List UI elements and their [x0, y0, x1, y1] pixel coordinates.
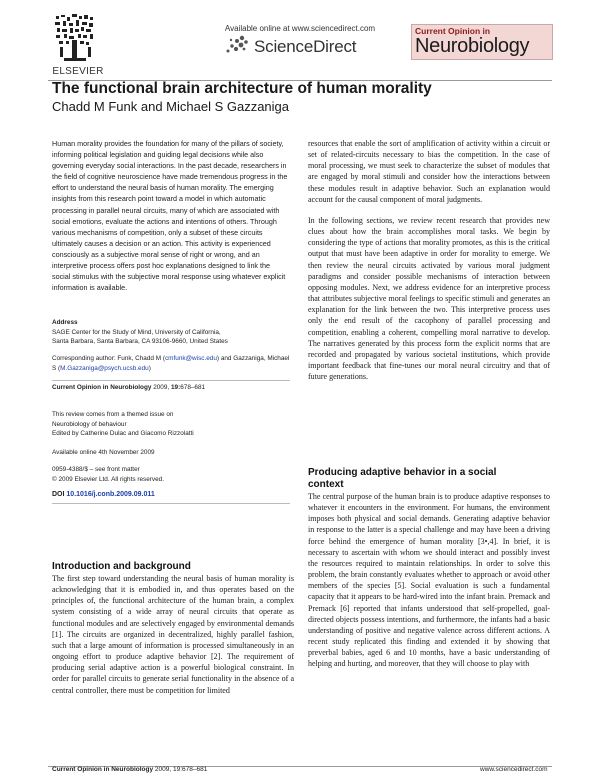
- journal-badge-subtitle: Current Opinion in: [415, 26, 491, 36]
- available-online-text: Available online at www.sciencedirect.com: [224, 24, 376, 33]
- email-link-funk[interactable]: cmfunk@wisc.edu: [164, 355, 217, 362]
- section-heading-introduction: Introduction and background: [52, 561, 191, 572]
- address-line: Santa Barbara, Santa Barbara, CA 93106-9660, United States: [52, 338, 228, 345]
- issn-text: 0959-4388/$ – see front matter: [52, 466, 140, 473]
- heading-line: Producing adaptive behavior in a social: [308, 467, 497, 478]
- paragraph: In the following sections, we review recent research that provides new clues about how the brain accomplishes moral tasks. We begin by considering the type of actions that morality promotes, as this is the critical output that must have been adaptive in order for morality to emerge. We then review the neural circuits activated by various moral judgment paradigms and consider possible mechanisms of interaction between opposing modules. Next, we address evidence for an interpretive process that attributes subjective moral feelings to specific stimuli and generates an explanation for the link between the two. This interpretive process uses only the end result of the cacophony of parallel processing and competition, enabling a coherent, compelling moral narrative to develop. The narratives generated by this process form the explicit norms that are recorded and propagated by various societal institutions, which provide important feedback that fine-tunes our moral neural circuitry and that of future generations.: [308, 215, 550, 382]
- citation-volume: 19:: [170, 384, 181, 391]
- citation-year: 2009,: [153, 384, 170, 391]
- issn-block: [52, 465, 292, 484]
- theme-line: This review comes from a themed issue on: [52, 411, 174, 418]
- footer-journal: Current Opinion in Neurobiology: [52, 766, 154, 773]
- doi-label: DOI: [52, 491, 65, 498]
- heading-line: context: [308, 478, 344, 490]
- adaptive-behavior-text: [308, 491, 550, 670]
- paragraph: The central purpose of the human brain is to produce adaptive responses to whatever it encounters in the environment. For humans, the environment imposes both physical and social demands. Generating adaptive behavior in response to the latter is a special challenge and may have been a driving force behind the emergence of human morality [3•,4]. In brief, it is necessary to ascertain with whom we should interact and possibly invest the resources required to maintain relationships. In order to solve this problem, the brain constantly evaluates whether to approach or avoid other members of the species [5]. Social evaluation is such a fundamental capacity that it appears to be hard-wired into the infant brain. Premack and Premack [6] reported that infants understood that self-propelled, goal-directed objects possess intentions, and furthermore, the infants had a basic understanding of positive and negative valence across different actions. A recent study replicated this finding and extended it by showing that preverbal babies, aged 6 and 10 months, have a basic understanding of helping and hurting, and moreover, that they will choose to play with: [308, 492, 550, 669]
- theme-line: Edited by Catherine Dulac and Giacomo Rizzolatti: [52, 430, 194, 437]
- footer-url[interactable]: www.sciencedirect.com: [480, 766, 548, 773]
- available-online-date: [52, 448, 292, 458]
- paragraph: resources that enable the sort of amplification of activity within a circuit or set of related-circuits necessary to bias the competition. In the case of moral processing, we must seek to characterize the subset of modules that are engaged by moral stimuli and consider how the interactions between these modules result in adaptive behavior. Such an explanation would account for the causal component of moral judgments.: [308, 139, 550, 204]
- corr-text: ) and Gazzaniga, Michael S (: [52, 355, 290, 372]
- address-line: SAGE Center for the Study of Mind, University of California,: [52, 328, 221, 336]
- address-block: [52, 318, 292, 347]
- corr-text: Corresponding author: Funk, Chadd M (: [52, 355, 165, 362]
- doi-block: [52, 490, 292, 500]
- journal-badge-title: Neurobiology: [415, 35, 530, 57]
- corr-text: ): [148, 364, 151, 372]
- theme-line: Neurobiology of behaviour: [52, 420, 127, 428]
- available-date-text: Available online 4th November 2009: [52, 449, 155, 456]
- article-title: The functional brain architecture of human morality: [52, 80, 432, 97]
- sciencedirect-wordmark: ScienceDirect: [254, 37, 357, 56]
- abstract: Human morality provides the foundation for many of the pillars of society, informing political legislation and guiding legal decisions while also governing everyday social interactions. In the past decade, researchers in the field of cognitive neuroscience have made tremendous progress in the effort to understand the neural basis of human morality. The emerging insights from this research point toward a model in which automatic processing in parallel neural circuits, many of which are associated with social emotions, evaluate the actions and intentions of others. Through various mechanisms of competition, only a subset of these circuits ultimately causes a decision or an action. This activity is experienced consciously as a subjective moral sense of right or wrong, and an interpretive process offers post hoc explanations designed to link the social stimulus with the subjective moral response using whatever explicit information is available.: [52, 139, 288, 293]
- introduction-text: [52, 573, 294, 696]
- copyright-text: © 2009 Elsevier Ltd. All rights reserved.: [52, 475, 164, 483]
- citation-line: [52, 383, 292, 393]
- themed-issue-block: [52, 410, 292, 439]
- corresponding-author: [52, 354, 292, 373]
- article-authors: Chadd M Funk and Michael S Gazzaniga: [52, 99, 290, 114]
- section-heading-adaptive-behavior: [308, 467, 550, 490]
- email-link-gazzaniga[interactable]: M.Gazzaniga@psych.ucsb.edu: [60, 364, 149, 372]
- citation-journal: Current Opinion in Neurobiology: [52, 384, 152, 391]
- citation-pages: 678–681: [180, 384, 206, 391]
- sidebar-divider: [52, 503, 290, 504]
- sciencedirect-dots-icon: [222, 34, 250, 56]
- paragraph: The first step toward understanding the neural basis of human morality is acknowledging that it is embodied in, and thus operates based on the principles of, the functional architecture of the human brain, a complex system consisting of a wide array of neural circuits that operate as functional modules and are selectively engaged by environmental demands [1]. The circuits are organized in decentralized, highly parallel fashion, such that a large amount of information is processed simultaneously in an ongoing effort to produce adaptive behavior [2]. The requirement of producing serial adaptive action is a powerful biological constraint. In order for parallel circuits to generate serial functionality in the absence of a central controller, there must be competition for limited: [52, 574, 294, 695]
- right-column-text: [308, 138, 550, 382]
- elsevier-tree-logo-icon: [52, 12, 98, 64]
- footer-cite: 2009, 19:678–681: [154, 766, 208, 773]
- footer-citation: [52, 766, 207, 773]
- address-label: Address: [52, 319, 78, 326]
- publisher-name: ELSEVIER: [52, 66, 104, 77]
- sidebar-divider: [52, 380, 290, 381]
- doi-link[interactable]: 10.1016/j.conb.2009.09.011: [66, 491, 155, 498]
